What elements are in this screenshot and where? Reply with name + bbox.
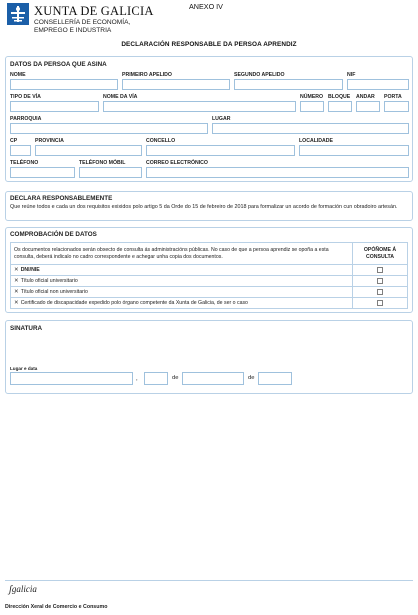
table-row (11, 276, 408, 287)
correo-field[interactable] (146, 167, 409, 178)
oppose-checkbox-titulo-universitario[interactable] (377, 278, 383, 284)
label-telefono-movil: TELÉFONO MÓBIL (79, 160, 126, 166)
xunta-logo (7, 3, 157, 41)
logo-subtitle-line-1: CONSELLERÍA DE ECONOMÍA, (34, 19, 131, 26)
year-field[interactable] (258, 372, 292, 385)
annex-label: ANEXO IV (189, 2, 223, 11)
row-label-titulo-universitario: Título oficial universitario (20, 277, 78, 284)
provincia-field[interactable] (35, 145, 142, 156)
de-separator-1: de (172, 375, 179, 381)
de-separator-2: de (248, 375, 255, 381)
label-segundo-apelido: SEGUNDO APELIDO (234, 72, 285, 78)
label-lugar: LUGAR (212, 116, 231, 122)
x-mark-icon: ✕ (14, 277, 19, 284)
section-declara (5, 191, 413, 221)
section-title-persoa: DATOS DA PERSOA QUE ASINA (10, 61, 107, 68)
row-cell (11, 298, 353, 309)
document-title: DECLARACIÓN RESPONSABLE DA PERSOA APRENDIZ (121, 41, 297, 48)
lugar-field[interactable] (10, 372, 133, 385)
comprobacion-table (10, 242, 408, 309)
andar-field[interactable] (356, 101, 380, 112)
tipo-via-field[interactable] (10, 101, 99, 112)
table-row (11, 265, 408, 276)
row-label-titulo-non-universitario: Título oficial non universitario (20, 288, 88, 295)
x-mark-icon: ✕ (14, 299, 19, 306)
table-row (11, 298, 408, 309)
segundo-apelido-field[interactable] (234, 79, 343, 90)
label-correo: CORREO ELECTRÓNICO (146, 160, 208, 166)
telefono-movil-field[interactable] (79, 167, 142, 178)
label-lugar-data: Lugar e data (10, 366, 38, 371)
label-andar: ANDAR (356, 94, 375, 100)
oppose-checkbox-titulo-non-universitario[interactable] (377, 289, 383, 295)
section-persoa (5, 56, 413, 182)
logo-title: XUNTA DE GALICIA (34, 4, 154, 18)
nome-via-field[interactable] (103, 101, 296, 112)
lugar-field[interactable] (212, 123, 409, 134)
table-row (11, 287, 408, 298)
row-cell (11, 265, 353, 276)
concello-field[interactable] (146, 145, 295, 156)
checkbox-cell (353, 287, 408, 298)
declara-text: Que reúne todos e cada un dos requisitos exixidos polo artigo 5 da Orde do 15 de febreiro de 2018 para formalizar un acordo de formación cun obradoiro artesán. (10, 204, 398, 210)
parroquia-field[interactable] (10, 123, 208, 134)
oppose-checkbox-dni[interactable] (377, 267, 383, 273)
logo-subtitle (34, 19, 130, 34)
comma-separator: , (136, 376, 138, 382)
table-header-row (11, 243, 408, 265)
row-label-discapacidade: Certificado de discapacidade expedido polo órgano competente da Xunta de Galicia, de ser o caso (20, 299, 248, 306)
label-bloque: BLOQUE (328, 94, 351, 100)
xunta-shield-icon (7, 3, 29, 25)
cp-field[interactable] (10, 145, 31, 156)
label-nome-via: NOME DA VÍA (103, 94, 138, 100)
nome-field[interactable] (10, 79, 118, 90)
row-label-dni: DNI/NIE (20, 266, 40, 273)
bloque-field[interactable] (328, 101, 352, 112)
galicia-logo (9, 584, 37, 595)
numero-field[interactable] (300, 101, 324, 112)
section-title-declara: DECLARA RESPONSABLEMENTE (10, 195, 113, 202)
x-mark-icon: ✕ (14, 266, 19, 273)
comprobacion-intro: Os documentos relacionados serán obxecto de consulta ás administracións públicas. No caso de que a persoa aprendiz se opoña a esta consulta, deberá indicalo no cadro correspondente e achegar unha copia dos documentos. (11, 243, 353, 265)
checkbox-cell (353, 276, 408, 287)
primeiro-apelido-field[interactable] (122, 79, 230, 90)
oppose-checkbox-discapacidade[interactable] (377, 300, 383, 306)
label-concello: CONCELLO (146, 138, 176, 144)
label-provincia: PROVINCIA (35, 138, 64, 144)
label-primeiro-apelido: PRIMEIRO APELIDO (122, 72, 172, 78)
row-cell (11, 276, 353, 287)
label-tipo-via: TIPO DE VÍA (10, 94, 41, 100)
label-cp: CP (10, 138, 18, 144)
section-title-comprobacion: COMPROBACIÓN DE DATOS (10, 231, 97, 238)
porta-field[interactable] (384, 101, 409, 112)
label-parroquia: PARROQUIA (10, 116, 42, 122)
section-sinatura (5, 320, 413, 394)
galicia-swoosh-icon: ʃ (9, 584, 12, 595)
nif-field[interactable] (347, 79, 409, 90)
opponme-column-header: OPÓÑOME Á CONSULTA (353, 243, 408, 265)
section-title-sinatura: SINATURA (10, 325, 43, 332)
label-nome: NOME (10, 72, 26, 78)
galicia-logo-text: galicia (11, 584, 37, 594)
section-comprobacion (5, 227, 413, 313)
row-cell (11, 287, 353, 298)
label-nif: NIF (347, 72, 356, 78)
localidade-field[interactable] (299, 145, 409, 156)
label-telefono: TELÉFONO (10, 160, 39, 166)
month-field[interactable] (182, 372, 244, 385)
checkbox-cell (353, 265, 408, 276)
label-numero: NÚMERO (300, 94, 324, 100)
logo-subtitle-line-2: EMPREGO E INDUSTRIA (34, 26, 112, 34)
footer-department: Dirección Xeral de Comercio e Consumo (5, 604, 108, 610)
label-localidade: LOCALIDADE (299, 138, 334, 144)
footer-divider (5, 580, 413, 581)
telefono-field[interactable] (10, 167, 75, 178)
checkbox-cell (353, 298, 408, 309)
x-mark-icon: ✕ (14, 288, 19, 295)
label-porta: PORTA (384, 94, 402, 100)
day-field[interactable] (144, 372, 168, 385)
